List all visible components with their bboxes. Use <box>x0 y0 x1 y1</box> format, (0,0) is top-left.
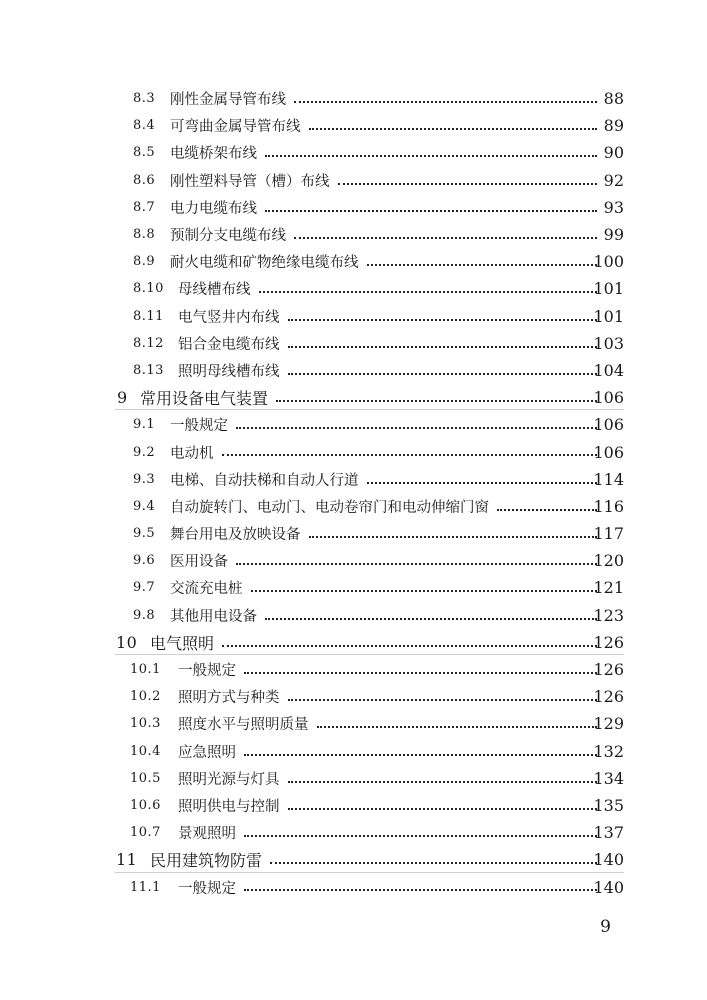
toc-page: 117 <box>593 524 624 544</box>
toc-number: 9.7 <box>133 580 156 596</box>
toc-number: 10.2 <box>130 689 161 705</box>
toc-chapter-row <box>0 384 707 411</box>
toc-title: 舞台用电及放映设备 <box>170 523 305 544</box>
toc-page: 137 <box>593 823 624 843</box>
toc-number: 8.4 <box>133 118 156 134</box>
dot-leader <box>367 482 597 484</box>
toc-page: 101 <box>593 279 624 299</box>
toc-page: 106 <box>593 442 624 462</box>
toc-section-row <box>0 466 707 493</box>
dot-leader <box>236 563 597 565</box>
toc-number: 8.5 <box>133 145 156 161</box>
toc-section-row <box>0 221 707 248</box>
toc-section-row <box>0 656 707 683</box>
toc-page: 89 <box>603 116 624 136</box>
toc-page: 104 <box>593 360 624 380</box>
toc-number: 9.1 <box>133 417 156 433</box>
toc-title: 电动机 <box>170 442 218 463</box>
toc-title: 交流充电桩 <box>170 577 247 598</box>
toc-section-row <box>0 520 707 547</box>
dot-leader <box>259 291 597 293</box>
toc-number: 8.11 <box>133 308 164 324</box>
toc-title: 母线槽布线 <box>178 278 255 299</box>
toc-number: 8.8 <box>133 227 156 243</box>
toc-page: 92 <box>603 170 624 190</box>
toc-title: 刚性金属导管布线 <box>170 88 290 109</box>
toc-number: 10.5 <box>130 770 161 786</box>
toc-page: 135 <box>593 795 624 815</box>
toc-page: 116 <box>593 496 624 516</box>
toc-title: 一般规定 <box>170 414 232 435</box>
dot-leader <box>497 509 597 511</box>
toc-title: 自动旋转门、电动门、电动卷帘门和电动伸缩门窗 <box>170 496 493 517</box>
toc-title: 电气照明 <box>150 631 218 654</box>
toc-page: 126 <box>593 660 624 680</box>
dot-leader <box>367 264 597 266</box>
dot-leader <box>244 672 597 674</box>
toc-number: 9.2 <box>133 444 156 460</box>
dot-leader <box>270 862 597 864</box>
dot-leader <box>222 454 597 456</box>
toc-section-row <box>0 738 707 765</box>
toc-title: 铝合金电缆布线 <box>178 333 284 354</box>
toc-title: 民用建筑物防雷 <box>150 848 266 871</box>
dot-leader <box>222 645 597 647</box>
toc-title: 可弯曲金属导管布线 <box>170 115 305 136</box>
dot-leader <box>309 536 597 538</box>
toc-page: 93 <box>603 197 624 217</box>
toc-title: 电力电缆布线 <box>170 197 261 218</box>
toc-title: 一般规定 <box>178 877 240 898</box>
toc-page: 99 <box>603 225 624 245</box>
dot-leader <box>288 699 597 701</box>
toc-title: 电缆桥架布线 <box>170 142 261 163</box>
toc-page: 106 <box>593 415 624 435</box>
toc-page: 134 <box>593 768 624 788</box>
toc-page: 90 <box>603 143 624 163</box>
dot-leader <box>244 835 597 837</box>
toc-title: 电气竖井内布线 <box>178 306 284 327</box>
toc-number: 9.5 <box>133 526 156 542</box>
toc-section-row <box>0 602 707 629</box>
toc-title: 照明光源与灯具 <box>178 768 284 789</box>
toc-page: 121 <box>593 578 624 598</box>
toc-section-row <box>0 357 707 384</box>
toc-page: 103 <box>593 333 624 353</box>
toc-title: 刚性塑料导管（槽）布线 <box>170 170 334 191</box>
toc-section-row <box>0 710 707 737</box>
toc-section-row <box>0 819 707 846</box>
dot-leader <box>294 101 597 103</box>
toc-section-row <box>0 873 707 900</box>
toc-section-row <box>0 275 707 302</box>
toc-page: 123 <box>593 605 624 625</box>
dot-leader <box>244 754 597 756</box>
toc-page: 88 <box>603 89 624 109</box>
toc-page: 101 <box>593 306 624 326</box>
toc-title: 常用设备电气装置 <box>140 386 272 409</box>
toc-section-row <box>0 112 707 139</box>
toc-number: 9.6 <box>133 553 156 569</box>
toc-section-row <box>0 683 707 710</box>
toc-number: 9.3 <box>133 471 156 487</box>
toc-number: 8.3 <box>133 91 156 107</box>
toc-number: 8.10 <box>133 281 164 297</box>
toc-section-row <box>0 547 707 574</box>
toc-page: 100 <box>593 252 624 272</box>
dot-leader <box>294 237 597 239</box>
table-of-contents <box>0 85 707 901</box>
toc-title: 照度水平与照明质量 <box>178 713 313 734</box>
toc-number: 9 <box>117 388 128 408</box>
toc-title: 电梯、自动扶梯和自动人行道 <box>170 469 363 490</box>
toc-section-row <box>0 438 707 465</box>
toc-title: 预制分支电缆布线 <box>170 224 290 245</box>
toc-page: 120 <box>593 551 624 571</box>
toc-number: 8.9 <box>133 254 156 270</box>
toc-number: 11 <box>116 850 138 870</box>
dot-leader <box>317 726 597 728</box>
toc-number: 10.7 <box>130 825 161 841</box>
dot-leader <box>265 210 597 212</box>
toc-section-row <box>0 411 707 438</box>
toc-section-row <box>0 574 707 601</box>
toc-number: 8.12 <box>133 335 164 351</box>
toc-page: 114 <box>593 469 624 489</box>
toc-title: 景观照明 <box>178 822 240 843</box>
toc-section-row <box>0 765 707 792</box>
toc-section-row <box>0 85 707 112</box>
toc-number: 10.1 <box>130 662 161 678</box>
toc-number: 8.6 <box>133 172 156 188</box>
toc-number: 9.8 <box>133 607 156 623</box>
toc-section-row <box>0 330 707 357</box>
toc-number: 10.6 <box>130 797 161 813</box>
dot-leader <box>265 155 597 157</box>
toc-page: 126 <box>593 632 624 652</box>
toc-page: 129 <box>593 714 624 734</box>
toc-chapter-row <box>0 629 707 656</box>
toc-title: 照明供电与控制 <box>178 795 284 816</box>
page-number: 9 <box>600 917 611 937</box>
toc-section-row <box>0 194 707 221</box>
toc-page: 132 <box>593 741 624 761</box>
dot-leader <box>288 346 597 348</box>
toc-section-row <box>0 248 707 275</box>
toc-number: 10.4 <box>130 743 161 759</box>
toc-section-row <box>0 493 707 520</box>
toc-page: 106 <box>593 388 624 408</box>
toc-number: 8.13 <box>133 362 164 378</box>
dot-leader <box>288 781 597 783</box>
toc-number: 10 <box>116 632 138 652</box>
toc-title: 照明母线槽布线 <box>178 360 284 381</box>
dot-leader <box>288 808 597 810</box>
toc-title: 耐火电缆和矿物绝缘电缆布线 <box>170 251 363 272</box>
dot-leader <box>244 889 597 891</box>
dot-leader <box>309 128 597 130</box>
toc-page: 140 <box>593 877 624 897</box>
dot-leader <box>288 319 597 321</box>
toc-section-row <box>0 303 707 330</box>
toc-title: 一般规定 <box>178 659 240 680</box>
toc-title: 照明方式与种类 <box>178 686 284 707</box>
toc-title: 医用设备 <box>170 550 232 571</box>
dot-leader <box>236 427 597 429</box>
toc-title: 应急照明 <box>178 741 240 762</box>
toc-page: 140 <box>593 850 624 870</box>
toc-section-row <box>0 139 707 166</box>
dot-leader <box>251 590 597 592</box>
dot-leader <box>276 400 597 402</box>
toc-number: 8.7 <box>133 199 156 215</box>
toc-number: 9.4 <box>133 498 156 514</box>
chapter-rule <box>115 409 624 410</box>
toc-section-row <box>0 792 707 819</box>
toc-page: 126 <box>593 687 624 707</box>
toc-number: 11.1 <box>130 879 161 895</box>
toc-chapter-row <box>0 846 707 873</box>
dot-leader <box>338 183 597 185</box>
dot-leader <box>265 618 597 620</box>
toc-title: 其他用电设备 <box>170 605 261 626</box>
toc-section-row <box>0 167 707 194</box>
dot-leader <box>288 373 597 375</box>
toc-number: 10.3 <box>130 716 161 732</box>
